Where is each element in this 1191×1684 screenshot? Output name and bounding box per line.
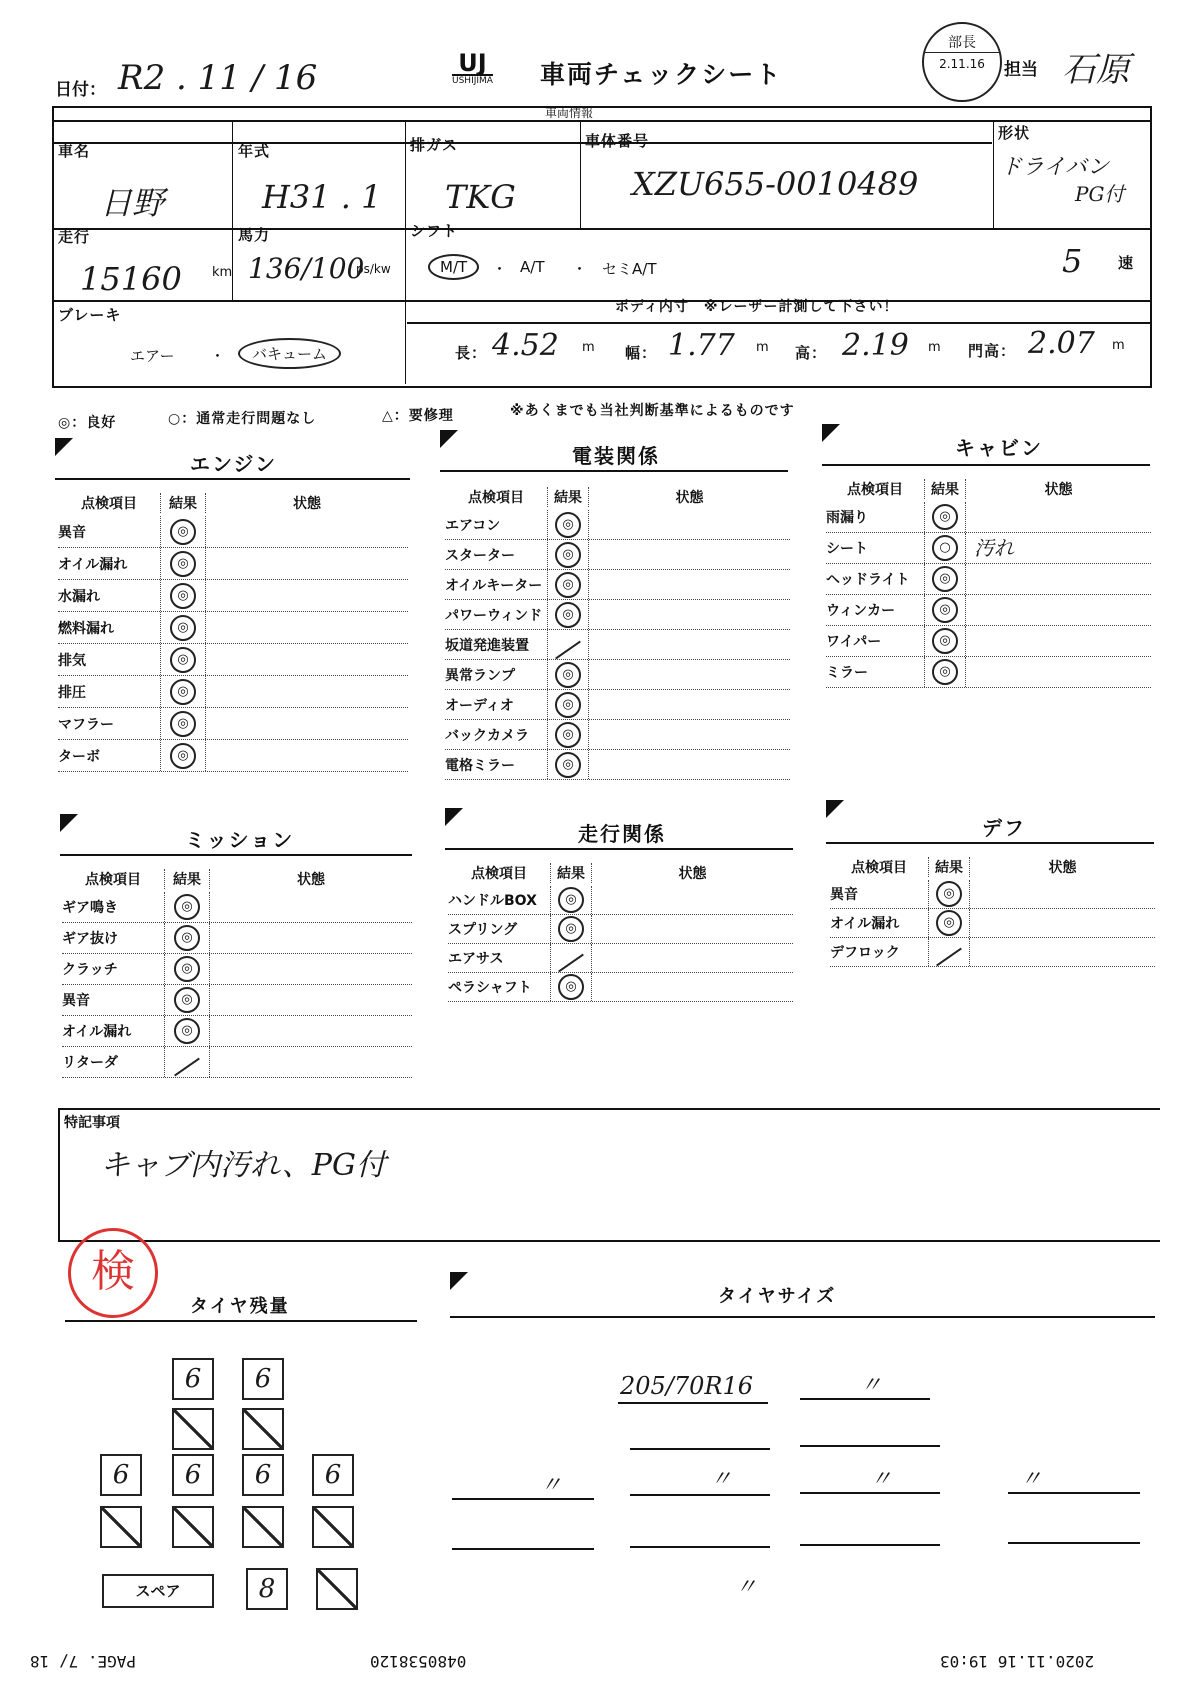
gears-value: 5 xyxy=(1062,242,1083,280)
check-item-name: オーディオ xyxy=(445,697,514,714)
check-row xyxy=(830,938,1155,967)
fax-page-number: PAGE. 7/ 18 xyxy=(30,1652,136,1671)
check-row xyxy=(448,944,793,973)
col-header-state: 状態 xyxy=(969,857,1155,877)
tire-rear-2-sub xyxy=(172,1506,214,1548)
tire-size-ditto-1: 〃 xyxy=(860,1373,883,1398)
gears-unit: 速 xyxy=(1118,254,1135,272)
power-unit: ps/kw xyxy=(356,262,391,276)
engine-check-table xyxy=(58,490,408,772)
check-row xyxy=(445,540,790,570)
check-row xyxy=(58,548,408,580)
result-mark: ◎ xyxy=(174,987,200,1013)
check-item-result xyxy=(164,985,209,1015)
check-item-name: オイル漏れ xyxy=(58,556,128,573)
engine-title: エンジン xyxy=(190,452,277,476)
check-row xyxy=(62,1016,412,1047)
check-item-state xyxy=(209,1047,412,1077)
check-item-result xyxy=(547,630,588,659)
check-row xyxy=(62,985,412,1016)
mileage-label: 走行 xyxy=(58,228,91,246)
check-row xyxy=(448,973,793,1002)
result-mark: ◎ xyxy=(170,711,196,737)
brake-vacuum-option: バキューム xyxy=(238,338,341,369)
check-item-result xyxy=(550,973,591,1001)
tire-size-front-left: 205/70R16 xyxy=(620,1372,754,1400)
check-row xyxy=(58,580,408,612)
check-item-result xyxy=(547,540,588,569)
check-row xyxy=(62,1047,412,1078)
check-row xyxy=(826,502,1151,533)
brake-air-option: エアー xyxy=(130,347,175,365)
check-row xyxy=(58,612,408,644)
check-row xyxy=(445,660,790,690)
running-marker-icon xyxy=(445,808,463,826)
check-item-name: オイルキーター xyxy=(445,577,543,594)
check-item-result xyxy=(924,533,965,563)
result-mark: ◎ xyxy=(174,894,200,920)
result-mark: ◎ xyxy=(932,659,958,685)
width-value: 1.77 xyxy=(668,328,735,363)
maker-label: 車名 xyxy=(58,142,91,160)
col-header-result: 結果 xyxy=(160,493,205,513)
mission-marker-icon xyxy=(60,814,78,832)
check-item-name: パワーウィンド xyxy=(445,607,543,624)
check-item-name: エアサス xyxy=(448,951,504,967)
check-item-result xyxy=(164,892,209,922)
tire-size-marker-icon xyxy=(450,1272,468,1290)
legend-ok: ○：通常走行問題なし xyxy=(168,411,317,427)
check-item-result xyxy=(547,690,588,719)
check-item-state: 汚れ xyxy=(965,533,1151,563)
check-item-state xyxy=(209,954,412,984)
spare-value: 8 xyxy=(246,1568,288,1610)
check-item-result xyxy=(160,612,205,643)
shape-label: 形状 xyxy=(998,124,1031,142)
check-item-state xyxy=(205,676,408,707)
result-mark: ◎ xyxy=(555,512,581,538)
check-row xyxy=(445,510,790,540)
check-item-name: 燃料漏れ xyxy=(58,620,114,637)
check-item-state xyxy=(969,909,1155,937)
result-mark: ◎ xyxy=(932,504,958,530)
check-item-state xyxy=(965,595,1151,625)
result-mark: ◎ xyxy=(558,916,584,942)
check-item-name: マフラー xyxy=(58,716,114,733)
mileage-unit: km xyxy=(212,265,233,280)
check-item-result xyxy=(928,880,969,908)
electric-check-table xyxy=(445,484,790,780)
result-mark: ◎ xyxy=(174,956,200,982)
check-item-result xyxy=(547,600,588,629)
maker-value: 日野 xyxy=(100,184,165,222)
check-item-state xyxy=(588,720,790,749)
check-item-result xyxy=(160,740,205,771)
check-item-result xyxy=(928,909,969,937)
mission-check-table xyxy=(62,866,412,1078)
tantou-value: 石原 xyxy=(1062,50,1130,90)
height-value: 2.19 xyxy=(842,328,909,363)
check-item-state xyxy=(209,892,412,922)
check-item-name: ターボ xyxy=(58,748,100,765)
check-item-state xyxy=(205,580,408,611)
check-row xyxy=(445,690,790,720)
result-mark: ◎ xyxy=(555,542,581,568)
check-row xyxy=(58,516,408,548)
check-item-state xyxy=(588,540,790,569)
result-mark: ◎ xyxy=(170,743,196,769)
tire-rear-4-sub xyxy=(312,1506,354,1548)
mission-title: ミッション xyxy=(185,828,295,852)
check-row xyxy=(62,923,412,954)
col-header-result: 結果 xyxy=(550,863,591,883)
check-item-name: バックカメラ xyxy=(445,727,529,744)
check-row xyxy=(826,657,1151,688)
check-item-result xyxy=(160,516,205,547)
legend-repair: △：要修理 xyxy=(382,408,454,424)
tire-front-left: 6 xyxy=(172,1358,214,1400)
shift-label: シフト xyxy=(410,222,459,240)
running-check-table xyxy=(448,860,793,1002)
tantou-label: 担当 xyxy=(1004,60,1038,80)
check-item-name: スターター xyxy=(445,547,515,564)
col-header-result: 結果 xyxy=(924,479,965,499)
check-item-state xyxy=(205,740,408,771)
check-row xyxy=(448,915,793,944)
power-value: 136/100 xyxy=(248,252,365,285)
na-slash-mark xyxy=(174,1058,200,1077)
check-item-result xyxy=(164,1047,209,1077)
cabin-check-table xyxy=(826,476,1151,688)
tire-rear-4: 6 xyxy=(312,1454,354,1496)
check-item-result xyxy=(164,923,209,953)
check-item-name: ペラシャフト xyxy=(448,980,532,996)
check-item-state xyxy=(591,886,793,914)
check-item-state xyxy=(591,973,793,1001)
check-row xyxy=(58,644,408,676)
shape-value-2: PG付 xyxy=(1075,182,1125,206)
na-slash-mark xyxy=(558,954,584,973)
result-mark: ◎ xyxy=(932,566,958,592)
check-item-name: シート xyxy=(826,541,868,557)
check-item-name: オイル漏れ xyxy=(830,916,900,932)
check-row xyxy=(826,626,1151,657)
check-row xyxy=(830,909,1155,938)
date-value: R2 . 11 / 16 xyxy=(118,58,318,98)
door-height-value: 2.07 xyxy=(1028,326,1095,361)
check-item-name: エアコン xyxy=(445,517,501,534)
tire-rear-2: 6 xyxy=(172,1454,214,1496)
date-label: 日付： xyxy=(55,80,106,100)
inspection-seal: 検 xyxy=(68,1228,158,1318)
check-item-state xyxy=(588,690,790,719)
check-item-state xyxy=(205,516,408,547)
chassis-label: 車体番号 xyxy=(585,132,650,150)
col-header-result: 結果 xyxy=(547,487,588,507)
check-item-name: ヘッドライト xyxy=(826,572,910,588)
check-item-result xyxy=(547,570,588,599)
check-item-name: リターダ xyxy=(62,1055,118,1071)
check-item-state xyxy=(969,938,1155,966)
tire-size-ditto-2: 〃 xyxy=(540,1473,563,1498)
result-mark: ◎ xyxy=(555,602,581,628)
result-mark: ◎ xyxy=(555,572,581,598)
result-mark: ◎ xyxy=(170,551,196,577)
check-item-result xyxy=(924,502,965,532)
tire-rear-1-sub xyxy=(100,1506,142,1548)
check-row xyxy=(58,708,408,740)
col-header-result: 結果 xyxy=(164,869,209,889)
result-mark: ◎ xyxy=(170,583,196,609)
result-mark: ○ xyxy=(932,535,958,561)
tire-size-title: タイヤサイズ xyxy=(718,1286,837,1307)
diff-marker-icon xyxy=(826,800,844,818)
check-item-state xyxy=(588,600,790,629)
result-mark: ◎ xyxy=(170,647,196,673)
check-row xyxy=(62,892,412,923)
check-item-result xyxy=(164,1016,209,1046)
check-item-name: 電格ミラー xyxy=(445,757,515,774)
col-header-item: 点検項目 xyxy=(468,490,524,506)
tire-rear-3-sub xyxy=(242,1506,284,1548)
tire-size-ditto-3: 〃 xyxy=(710,1467,733,1492)
result-mark: ◎ xyxy=(936,881,962,907)
check-row xyxy=(448,886,793,915)
check-item-state xyxy=(965,657,1151,687)
tire-remain-title: タイヤ残量 xyxy=(190,1296,290,1317)
check-item-name: 水漏れ xyxy=(58,588,100,605)
check-item-state xyxy=(205,548,408,579)
check-item-result xyxy=(160,580,205,611)
check-item-name: ギア抜け xyxy=(62,931,118,947)
col-header-result: 結果 xyxy=(928,857,969,877)
check-item-state xyxy=(209,985,412,1015)
check-item-state xyxy=(209,1016,412,1046)
fax-number: 0480538120 xyxy=(370,1652,467,1671)
check-item-name: スプリング xyxy=(448,922,518,938)
check-item-name: 異音 xyxy=(830,887,858,903)
result-mark: ◎ xyxy=(170,519,196,545)
check-row xyxy=(58,740,408,772)
tire-front-right-sub xyxy=(242,1408,284,1450)
check-row xyxy=(445,750,790,780)
col-header-state: 状態 xyxy=(965,479,1151,499)
check-item-name: デフロック xyxy=(830,945,900,961)
shift-at-option: A/T xyxy=(520,258,545,276)
tire-size-ditto-5: 〃 xyxy=(1020,1467,1043,1492)
electric-marker-icon xyxy=(440,430,458,448)
col-header-item: 点検項目 xyxy=(847,482,903,498)
length-value: 4.52 xyxy=(492,328,559,363)
check-item-result xyxy=(160,548,205,579)
col-header-item: 点検項目 xyxy=(81,496,137,512)
check-item-name: ウィンカー xyxy=(826,603,896,619)
na-slash-mark xyxy=(936,948,962,967)
company-logo: UJ USHIJIMA xyxy=(452,49,493,86)
electric-title: 電装関係 xyxy=(572,444,660,468)
check-item-result xyxy=(164,954,209,984)
check-item-name: ギア鳴き xyxy=(62,900,118,916)
check-item-state xyxy=(591,944,793,972)
check-item-name: ワイパー xyxy=(826,634,882,650)
diff-check-table xyxy=(830,854,1155,967)
check-item-result xyxy=(924,564,965,594)
check-row xyxy=(826,533,1151,564)
check-item-result xyxy=(924,595,965,625)
check-item-result xyxy=(160,676,205,707)
check-item-state xyxy=(205,708,408,739)
shift-mt-option: M/T xyxy=(428,254,479,280)
check-item-result xyxy=(924,657,965,687)
check-item-name: 排気 xyxy=(58,652,86,669)
col-header-item: 点検項目 xyxy=(851,860,907,876)
check-item-name: ミラー xyxy=(826,665,868,681)
result-mark: ◎ xyxy=(170,615,196,641)
check-item-state xyxy=(591,915,793,943)
check-row xyxy=(826,564,1151,595)
spare-sub xyxy=(316,1568,358,1610)
remarks-text: キャブ内汚れ、PG付 xyxy=(100,1148,386,1183)
col-header-state: 状態 xyxy=(205,493,408,513)
check-item-result xyxy=(924,626,965,656)
check-item-name: 排圧 xyxy=(58,684,86,701)
cabin-marker-icon xyxy=(822,424,840,442)
check-item-name: 坂道発進装置 xyxy=(445,637,529,654)
running-title: 走行関係 xyxy=(578,822,666,846)
gas-value: TKG xyxy=(445,178,516,216)
result-mark: ◎ xyxy=(932,597,958,623)
check-item-name: 異音 xyxy=(62,993,90,1009)
result-mark: ◎ xyxy=(174,925,200,951)
result-mark: ◎ xyxy=(170,679,196,705)
check-row xyxy=(445,570,790,600)
result-mark: ◎ xyxy=(174,1018,200,1044)
check-item-result xyxy=(550,944,591,972)
check-item-state xyxy=(965,626,1151,656)
result-mark: ◎ xyxy=(932,628,958,654)
check-item-result xyxy=(547,660,588,689)
remarks-label: 特記事項 xyxy=(64,1115,120,1131)
check-item-state xyxy=(209,923,412,953)
cabin-title: キャビン xyxy=(955,436,1043,460)
check-item-state xyxy=(205,612,408,643)
check-item-name: クラッチ xyxy=(62,962,118,978)
tire-rear-3: 6 xyxy=(242,1454,284,1496)
shape-value-1: ドライバン xyxy=(1000,155,1109,180)
approval-stamp: 部長 2.11.16 xyxy=(922,22,1002,102)
check-row xyxy=(445,600,790,630)
col-header-state: 状態 xyxy=(209,869,412,889)
legend-note: ※あくまでも当社判断基準によるものです xyxy=(510,403,795,419)
check-item-state xyxy=(588,570,790,599)
result-mark: ◎ xyxy=(555,692,581,718)
na-slash-mark xyxy=(555,640,581,659)
check-item-name: 異音 xyxy=(58,524,86,541)
check-item-name: 異常ランプ xyxy=(445,667,515,684)
spare-label: スペア xyxy=(102,1574,214,1608)
result-mark: ◎ xyxy=(558,974,584,1000)
check-item-state xyxy=(205,644,408,675)
legend-good: ◎：良好 xyxy=(58,415,117,431)
diff-title: デフ xyxy=(982,816,1026,840)
check-item-state xyxy=(965,564,1151,594)
brake-label: ブレーキ xyxy=(58,306,122,324)
check-item-state xyxy=(588,630,790,659)
check-row xyxy=(830,880,1155,909)
tire-rear-1: 6 xyxy=(100,1454,142,1496)
year-value: H31 . 1 xyxy=(262,178,382,216)
check-item-state xyxy=(588,660,790,689)
col-header-state: 状態 xyxy=(591,863,793,883)
engine-marker-icon xyxy=(55,438,73,456)
result-mark: ◎ xyxy=(555,752,581,778)
check-item-name: 雨漏り xyxy=(826,510,868,526)
mileage-value: 15160 xyxy=(80,260,182,298)
check-item-result xyxy=(160,644,205,675)
check-item-result xyxy=(550,915,591,943)
result-mark: ◎ xyxy=(936,910,962,936)
shift-semi-option: セミA/T xyxy=(602,260,657,278)
year-label: 年式 xyxy=(238,142,271,160)
check-item-result xyxy=(547,720,588,749)
col-header-item: 点検項目 xyxy=(85,872,141,888)
check-row xyxy=(445,630,790,660)
tire-size-ditto-spare: 〃 xyxy=(735,1575,758,1600)
check-item-state xyxy=(588,750,790,779)
check-row xyxy=(58,676,408,708)
chassis-value: XZU655-0010489 xyxy=(632,165,919,203)
result-mark: ◎ xyxy=(558,887,584,913)
result-mark: ◎ xyxy=(555,662,581,688)
check-item-state xyxy=(588,510,790,539)
check-item-result xyxy=(550,886,591,914)
tire-front-left-sub xyxy=(172,1408,214,1450)
check-row xyxy=(62,954,412,985)
power-label: 馬力 xyxy=(238,226,271,244)
body-size-title: ボディ内寸 ※レーザー計測して下さい！ xyxy=(615,299,899,315)
tire-front-right: 6 xyxy=(242,1358,284,1400)
gas-label: 排ガス xyxy=(410,136,459,154)
check-row xyxy=(826,595,1151,626)
check-item-state xyxy=(969,880,1155,908)
check-item-name: オイル漏れ xyxy=(62,1024,132,1040)
vehicle-section-title: 車両情報 xyxy=(545,106,594,120)
col-header-item: 点検項目 xyxy=(471,866,527,882)
tire-size-ditto-4: 〃 xyxy=(870,1467,893,1492)
page-title: 車両チェックシート xyxy=(540,60,783,89)
check-item-result xyxy=(547,750,588,779)
check-row xyxy=(445,720,790,750)
check-item-result xyxy=(547,510,588,539)
result-mark: ◎ xyxy=(555,722,581,748)
check-item-state xyxy=(965,502,1151,532)
fax-timestamp: 2020.11.16 19:03 xyxy=(940,1652,1095,1671)
col-header-state: 状態 xyxy=(588,487,790,507)
check-item-result xyxy=(160,708,205,739)
check-item-name: ハンドルBOX xyxy=(448,893,537,909)
check-item-result xyxy=(928,938,969,966)
